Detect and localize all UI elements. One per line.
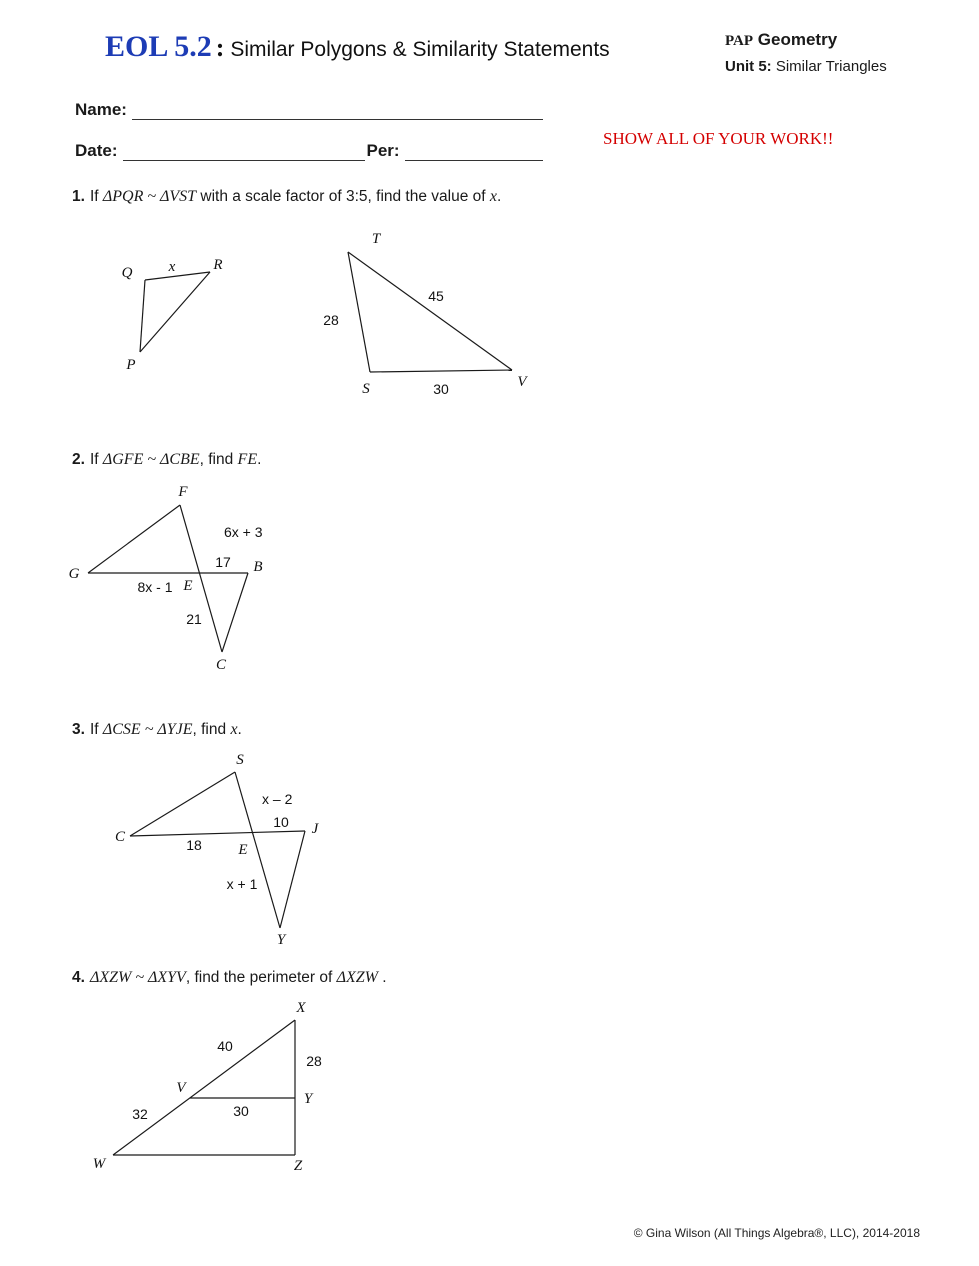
side-label-x: x — [168, 259, 176, 275]
unit-name: Similar Triangles — [775, 58, 887, 75]
side-label-17: 17 — [215, 554, 231, 570]
vertex-label-Z: Z — [293, 1158, 303, 1174]
side-label-30: 30 — [433, 381, 449, 397]
diagram-3 — [100, 748, 360, 958]
side-label-30: 30 — [233, 1103, 249, 1119]
problem-2-number: 2. — [72, 451, 85, 468]
vertex-label-V: V — [176, 1080, 186, 1096]
side-label-21: 21 — [186, 611, 202, 627]
name-row — [75, 100, 543, 120]
vertex-label-R: R — [213, 257, 223, 273]
course-name: Geometry — [757, 30, 838, 49]
segment-PQ — [140, 280, 145, 352]
problem-3-number: 3. — [72, 721, 85, 738]
segment-TS — [348, 252, 370, 372]
course-name-line — [725, 30, 935, 50]
problem-3-text-mid: , find — [192, 721, 231, 738]
problem-1-text-pre: If — [89, 188, 103, 205]
segment-CS — [130, 772, 235, 836]
problem-3-text-pre: If — [89, 721, 103, 738]
problem-1-number: 1. — [72, 188, 85, 205]
segment-QR — [145, 272, 210, 280]
vertex-label-J: J — [311, 821, 319, 837]
unit-line — [725, 58, 935, 75]
problem-4-text-mid: , find the perimeter of — [185, 969, 337, 986]
segment-BC — [222, 573, 248, 652]
problem-3-term: x — [230, 721, 238, 738]
side-label-45: 45 — [428, 288, 444, 304]
worksheet-title: Similar Polygons & Similarity Statements — [230, 38, 610, 61]
side-label-x2: x – 2 — [262, 791, 293, 807]
date-blank — [123, 141, 365, 161]
problem-2-similarity: ΔGFE ~ ΔCBE — [102, 451, 200, 468]
per-label: Per: — [366, 141, 400, 160]
vertex-label-X: X — [296, 1000, 306, 1016]
problem-2-term: FE — [237, 451, 258, 468]
side-label-32: 32 — [132, 1106, 148, 1122]
problem-3-similarity: ΔCSE ~ ΔYJE — [102, 721, 193, 738]
problem-1-text-end: . — [497, 188, 502, 205]
vertex-label-C: C — [114, 829, 126, 845]
vertex-label-C: C — [215, 657, 227, 673]
segment-SV — [370, 370, 512, 372]
title-separator: : — [215, 33, 225, 62]
vertex-label-Q: Q — [121, 265, 133, 281]
vertex-label-E: E — [238, 842, 248, 858]
course-info — [725, 30, 935, 75]
vertex-label-Y: Y — [303, 1091, 313, 1107]
side-label-10: 10 — [273, 814, 289, 830]
course-prefix: PAP — [725, 33, 754, 49]
page-title — [105, 30, 610, 64]
name-label: Name: — [75, 100, 127, 119]
side-label-40: 40 — [217, 1038, 233, 1054]
vertex-label-P: P — [126, 357, 136, 373]
date-label: Date: — [75, 141, 118, 160]
segment-TV — [348, 252, 512, 370]
problem-1-similarity: ΔPQR ~ ΔVST — [102, 188, 197, 205]
worksheet-code: EOL 5.2 — [105, 30, 212, 63]
side-label-8x1: 8x - 1 — [137, 579, 173, 595]
vertex-label-B: B — [253, 559, 263, 575]
diagram-2 — [60, 480, 360, 680]
segment-RP — [140, 272, 210, 352]
problem-4-statement — [72, 969, 387, 987]
vertex-label-G: G — [68, 566, 80, 582]
vertex-label-W: W — [92, 1156, 106, 1172]
side-label-x1: x + 1 — [226, 876, 258, 892]
segment-CJ — [130, 831, 305, 836]
problem-2-statement — [72, 451, 261, 469]
problem-4-number: 4. — [72, 969, 85, 986]
vertex-label-Y: Y — [276, 932, 286, 948]
name-blank — [132, 100, 543, 120]
vertex-label-T: T — [371, 231, 381, 247]
problem-2-text-mid: , find — [199, 451, 238, 468]
segment-JY — [280, 831, 305, 928]
show-work-notice: SHOW ALL OF YOUR WORK!! — [603, 129, 834, 148]
unit-label: Unit 5: — [725, 58, 772, 75]
vertex-label-S: S — [362, 381, 370, 397]
segment-GF — [88, 505, 180, 573]
date-row — [75, 141, 543, 161]
vertex-label-F: F — [178, 484, 188, 500]
problem-1-statement — [72, 188, 501, 206]
problem-1-term: x — [489, 188, 497, 205]
diagram-4 — [85, 998, 365, 1178]
problem-4-text-end: . — [378, 969, 387, 986]
problem-4-similarity: ΔXZW ~ ΔXYV — [89, 969, 186, 986]
problem-4-term: ΔXZW — [336, 969, 378, 986]
side-label-18: 18 — [186, 837, 202, 853]
vertex-label-S: S — [236, 752, 244, 768]
vertex-label-V: V — [517, 374, 527, 390]
problem-2-text-pre: If — [89, 451, 103, 468]
problem-2-text-end: . — [257, 451, 262, 468]
problem-1-text-mid: with a scale factor of 3:5, find the value of — [196, 188, 490, 205]
vertex-label-E: E — [183, 578, 193, 594]
side-label-28: 28 — [306, 1053, 322, 1069]
copyright-credit: © Gina Wilson (All Things Algebra®, LLC), 2014-2018 — [633, 1226, 920, 1240]
diagram-1 — [60, 225, 540, 410]
problem-3-statement — [72, 721, 242, 739]
side-label-6x3: 6x + 3 — [224, 524, 263, 540]
segment-WX — [113, 1020, 295, 1155]
problem-3-text-end: . — [237, 721, 242, 738]
side-label-28: 28 — [323, 312, 339, 328]
per-blank — [405, 141, 543, 161]
